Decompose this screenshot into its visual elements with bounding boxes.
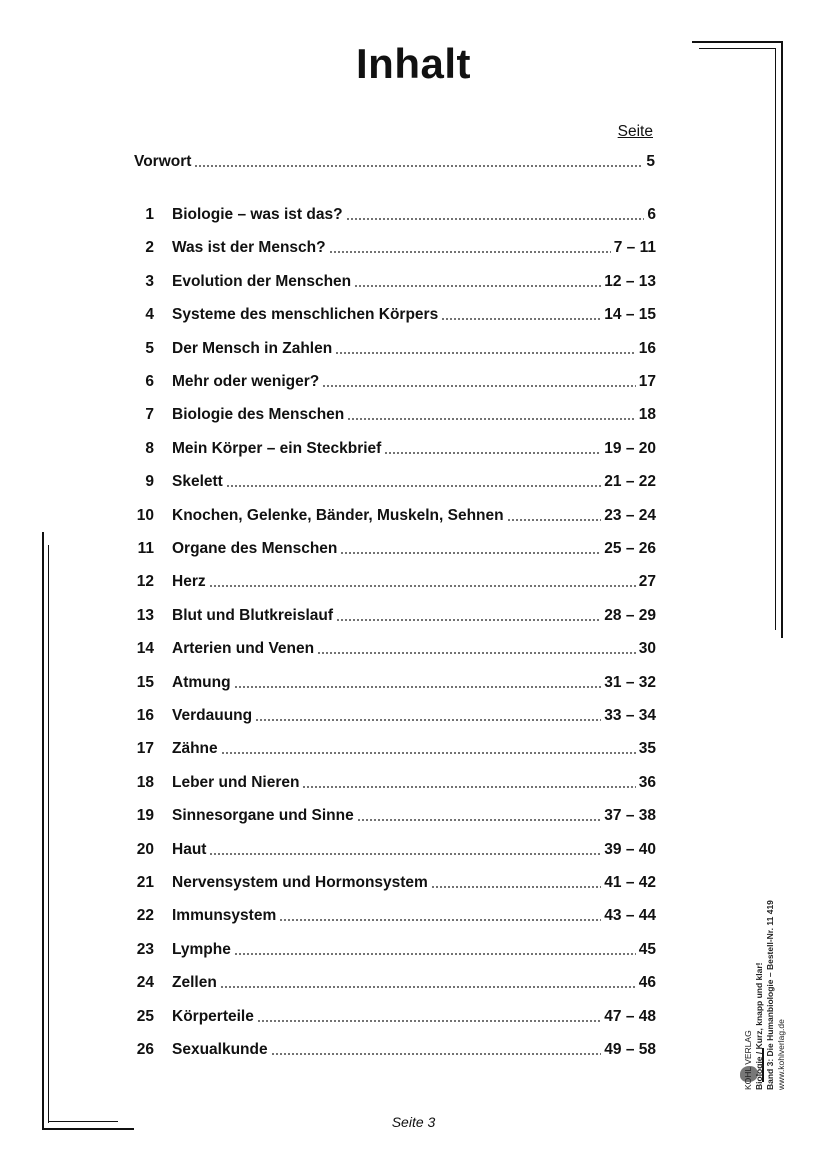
dot-leader	[346, 218, 645, 220]
toc-pages: 28 – 29	[604, 606, 656, 624]
toc-label: Der Mensch in Zahlen	[172, 339, 333, 357]
toc-label: Was ist der Mensch?	[172, 239, 326, 257]
dot-leader	[221, 752, 636, 754]
toc-number: 19	[136, 807, 154, 825]
toc-pages: 7 – 11	[613, 239, 656, 257]
toc-label: Biologie des Menschen	[172, 406, 345, 424]
dot-leader	[384, 452, 601, 454]
toc-number: 18	[136, 773, 154, 791]
dot-leader	[507, 519, 602, 521]
toc-number: 8	[145, 439, 154, 457]
toc-number: 10	[136, 506, 154, 524]
toc-number: 22	[136, 907, 154, 925]
toc-number: 4	[145, 306, 154, 324]
page-column-header: Seite	[617, 123, 653, 140]
dot-leader	[347, 418, 635, 420]
toc-row[interactable]	[134, 302, 656, 324]
dot-leader	[431, 886, 601, 888]
dot-leader	[257, 1020, 601, 1022]
dot-leader	[335, 352, 636, 354]
dot-leader	[209, 585, 636, 587]
dot-leader	[302, 786, 635, 788]
toc-label: Lymphe	[172, 940, 231, 958]
toc-row[interactable]	[134, 770, 656, 792]
toc-label: Sinnesorgane und Sinne	[172, 807, 354, 825]
toc-number: 26	[136, 1041, 154, 1058]
dot-leader	[354, 285, 601, 287]
page-footer: Seite 3	[391, 1114, 436, 1130]
dot-leader	[336, 619, 601, 621]
toc-number: 14	[136, 640, 154, 658]
dot-leader	[279, 919, 601, 921]
toc-label: Arterien und Venen	[172, 640, 315, 658]
toc-label: Vorwort	[134, 153, 192, 170]
toc-row[interactable]	[134, 636, 656, 658]
toc-row[interactable]	[134, 369, 656, 391]
toc-row[interactable]	[134, 903, 656, 925]
toc-number: 21	[136, 874, 154, 891]
frame-line-left-inner	[48, 545, 49, 1123]
toc-number: 6	[145, 373, 154, 390]
toc-label: Leber und Nieren	[172, 773, 300, 791]
toc-number: 16	[136, 707, 154, 724]
toc-label: Evolution der Menschen	[172, 272, 352, 290]
toc-pages: 27	[638, 573, 656, 591]
toc-pages: 14 – 15	[604, 306, 656, 324]
toc-pages: 25 – 26	[604, 540, 656, 557]
toc-row[interactable]	[134, 503, 656, 525]
toc-pages: 47 – 48	[604, 1007, 656, 1025]
dot-leader	[194, 165, 643, 167]
toc-row[interactable]	[134, 1004, 656, 1026]
toc-label: Mein Körper – ein Steckbrief	[172, 439, 382, 457]
toc-label: Zellen	[172, 974, 217, 992]
toc-label: Biologie – was ist das?	[172, 206, 343, 223]
toc-label: Immunsystem	[172, 907, 277, 925]
toc-pages: 16	[638, 339, 656, 357]
toc-pages: 43 – 44	[604, 907, 656, 925]
toc-row[interactable]	[134, 569, 656, 591]
toc-row[interactable]	[134, 402, 656, 424]
toc-label: Körperteile	[172, 1007, 254, 1025]
dot-leader	[209, 853, 601, 855]
toc-label: Blut und Blutkreislauf	[172, 606, 334, 624]
toc-label: Zähne	[172, 740, 218, 758]
toc-pages: 21 – 22	[604, 473, 656, 491]
frame-line-top-inner	[699, 48, 775, 49]
dot-leader	[255, 719, 601, 721]
toc-row[interactable]	[134, 336, 656, 358]
toc-row[interactable]	[134, 837, 656, 859]
dot-leader	[322, 385, 635, 387]
toc-label: Nervensystem und Hormonsystem	[172, 874, 428, 891]
dot-leader	[329, 251, 611, 253]
imprint-line-2: Band 3: Die Humanbiologie – Bestell-Nr. 11 419	[765, 900, 775, 1090]
dot-leader	[271, 1053, 602, 1055]
imprint-url: www.kohlverlag.de	[776, 1019, 786, 1090]
toc-label: Verdauung	[172, 707, 253, 724]
toc-row[interactable]	[134, 436, 656, 458]
toc-row[interactable]	[134, 670, 656, 692]
toc-pages: 45	[638, 940, 656, 958]
toc-row[interactable]	[134, 469, 656, 491]
frame-line-left-outer	[42, 532, 44, 1130]
dot-leader	[220, 986, 636, 988]
toc-pages: 41 – 42	[604, 874, 656, 891]
toc-number: 1	[145, 206, 154, 223]
toc-row[interactable]	[134, 803, 656, 825]
toc-row[interactable]	[134, 970, 656, 992]
toc-pages: 31 – 32	[604, 673, 656, 691]
imprint-line-1: Biologie / Kurz, knapp und klar!	[754, 962, 764, 1090]
toc-row[interactable]	[134, 937, 656, 959]
toc-label: Organe des Menschen	[172, 540, 338, 557]
toc-label: Mehr oder weniger?	[172, 373, 320, 390]
toc-number: 5	[145, 339, 154, 357]
toc-label: Herz	[172, 573, 206, 591]
toc-label: Haut	[172, 840, 207, 858]
toc-row[interactable]	[134, 1037, 656, 1059]
toc-row[interactable]	[134, 202, 656, 224]
toc-pages: 19 – 20	[604, 439, 656, 457]
toc-row[interactable]	[134, 603, 656, 625]
toc-pages: 46	[638, 974, 656, 992]
dot-leader	[357, 819, 602, 821]
toc-pages: 18	[638, 406, 656, 424]
toc-row[interactable]	[134, 269, 656, 291]
toc-number: 2	[145, 239, 154, 257]
toc-pages: 35	[638, 740, 656, 758]
frame-line-right-inner	[775, 48, 776, 630]
toc-row[interactable]	[134, 536, 656, 558]
toc-number: 20	[136, 840, 154, 858]
dot-leader	[226, 485, 601, 487]
toc-row[interactable]	[134, 703, 656, 725]
toc-number: 17	[136, 740, 154, 758]
toc-number: 25	[136, 1007, 154, 1025]
imprint-publisher: KOHL VERLAG	[743, 1030, 753, 1090]
toc-number: 7	[145, 406, 154, 424]
toc-pages: 12 – 13	[604, 272, 656, 290]
toc-pages: 23 – 24	[604, 506, 656, 524]
dot-leader	[340, 552, 601, 554]
dot-leader	[234, 686, 602, 688]
toc-label: Atmung	[172, 673, 231, 691]
toc-row[interactable]	[134, 235, 656, 257]
toc-number: 13	[136, 606, 154, 624]
page-title: Inhalt	[356, 40, 471, 87]
toc-label: Systeme des menschlichen Körpers	[172, 306, 439, 324]
toc-pages: 49 – 58	[604, 1041, 656, 1058]
toc-number: 12	[136, 573, 154, 591]
dot-leader	[317, 652, 636, 654]
toc-label: Skelett	[172, 473, 223, 491]
toc-number: 3	[145, 272, 154, 290]
toc-row[interactable]	[134, 736, 656, 758]
toc-pages: 33 – 34	[604, 707, 656, 724]
toc-pages: 37 – 38	[604, 807, 656, 825]
toc-row[interactable]	[134, 870, 656, 892]
dot-leader	[441, 318, 601, 320]
toc-number: 11	[137, 540, 154, 557]
toc-number: 24	[136, 974, 154, 992]
toc-pages: 36	[638, 773, 656, 791]
dot-leader	[234, 953, 636, 955]
toc-pages: 5	[646, 153, 655, 170]
toc-pages: 6	[647, 206, 656, 223]
toc-pages: 30	[638, 640, 656, 658]
toc-number: 9	[145, 473, 154, 491]
toc-pages: 39 – 40	[604, 840, 656, 858]
toc-label: Sexualkunde	[172, 1041, 268, 1058]
toc-pages: 17	[638, 373, 656, 390]
toc-label: Knochen, Gelenke, Bänder, Muskeln, Sehnen	[172, 506, 504, 524]
frame-line-right-outer	[781, 41, 783, 638]
frame-line-top-outer	[692, 41, 783, 43]
publisher-imprint	[743, 770, 787, 1090]
toc-number: 15	[136, 673, 154, 691]
toc-row-vorwort[interactable]	[134, 149, 656, 171]
toc-number: 23	[136, 940, 154, 958]
